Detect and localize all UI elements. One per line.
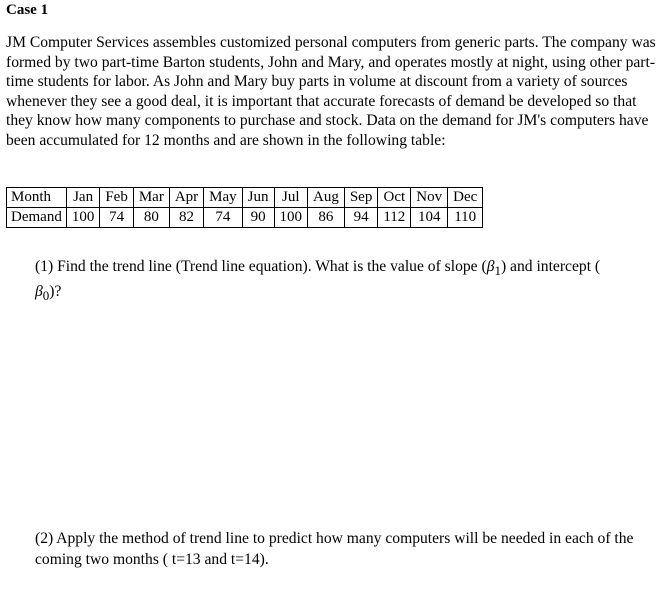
question-1-middle: ) and intercept ( <box>500 258 601 275</box>
intercept-symbol: β <box>35 283 43 301</box>
demand-cell: 100 <box>66 208 100 228</box>
demand-cell: 82 <box>169 208 203 228</box>
table-row-demand <box>7 208 483 228</box>
slope-symbol: β <box>486 258 495 275</box>
demand-cell: 94 <box>344 208 378 228</box>
month-cell: Oct <box>378 188 411 208</box>
month-cell: Jun <box>242 188 274 208</box>
demand-cell: 80 <box>133 208 169 228</box>
intercept-subscript: 0 <box>42 288 50 304</box>
month-cell: Jan <box>66 188 100 208</box>
slope-subscript: 1 <box>494 263 501 279</box>
month-cell: Dec <box>448 188 483 208</box>
month-cell: Nov <box>411 188 448 208</box>
demand-cell: 112 <box>378 208 411 228</box>
question-1-prefix: (1) Find the trend line (Trend line equation). What is the value of slope ( <box>35 258 487 275</box>
row-header-month: Month <box>7 188 67 208</box>
question-1-suffix: )? <box>49 283 62 301</box>
demand-cell: 110 <box>448 208 483 228</box>
month-cell: Jul <box>274 188 308 208</box>
demand-cell: 86 <box>308 208 345 228</box>
demand-cell: 74 <box>204 208 243 228</box>
demand-table <box>6 187 483 228</box>
demand-cell: 74 <box>100 208 134 228</box>
month-cell: Sep <box>344 188 378 208</box>
case-description: JM Computer Services assembles customized personal computers from generic parts. The company was formed by two part-time Barton students, John and Mary, and operates mostly at night, using other part-time students for labor. As John and Mary buy parts in volume at discount from a variety of sources whenever they see a good deal, it is important that accurate forecasts of demand be developed so that they know how many components to purchase and stock. Data on the demand for JM's computers have been accumulated for 12 months and are shown in the following table: <box>6 34 656 149</box>
row-header-demand: Demand <box>7 208 67 228</box>
case-title: Case 1 <box>6 2 49 18</box>
month-cell: May <box>204 188 243 208</box>
demand-cell: 104 <box>411 208 448 228</box>
month-cell: Mar <box>133 188 169 208</box>
month-cell: Aug <box>308 188 345 208</box>
month-cell: Feb <box>100 188 134 208</box>
question-1 <box>35 256 655 306</box>
demand-cell: 100 <box>274 208 308 228</box>
question-2: (2) Apply the method of trend line to predict how many computers will be needed in each of the coming two months ( t=13 and t=14). <box>35 530 634 568</box>
table-row-month <box>7 188 483 208</box>
demand-cell: 90 <box>242 208 274 228</box>
month-cell: Apr <box>169 188 203 208</box>
